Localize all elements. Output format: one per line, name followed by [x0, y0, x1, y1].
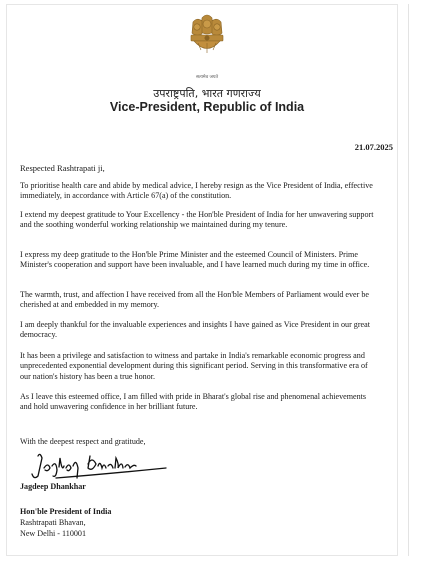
paragraph-farewell: As I leave this esteemed office, I am filled with pride in Bharat's global rise and phenomenal achievements and hold unwavering confidence in her brilliant future.	[20, 392, 367, 412]
signer-name: Jagdeep Dhankhar	[20, 482, 86, 491]
emblem-motto: सत्यमेव जयते	[195, 75, 219, 80]
national-emblem-icon	[184, 10, 230, 70]
paragraph-president-gratitude: I extend my deepest gratitude to Your Excellency - the Hon'ble President of India for her unwavering support and the soothing wonderful working relationship we maintained during my tenure.	[20, 210, 374, 230]
recipient-address-line1: Rashtrapati Bhavan,	[20, 518, 86, 527]
paragraph-development: It has been a privilege and satisfaction to witness and partake in India's remarkable economic progress and unprecedented exponential development during this significant period. Serving in this transformative era of our nation's history has been a true honor.	[20, 351, 368, 381]
paragraph-pm-gratitude: I express my deep gratitude to the Hon'ble Prime Minister and the esteemed Council of Ministers. Prime Minister's cooperation and support have been invaluable, and I have learned much during my time in office.	[20, 250, 370, 270]
letter-date: 21.07.2025	[354, 142, 393, 152]
scrollbar-track[interactable]	[408, 4, 417, 556]
handwritten-signature	[26, 450, 171, 482]
recipient-address-line2: New Delhi - 110001	[20, 529, 87, 538]
closing-line: With the deepest respect and gratitude,	[20, 437, 146, 446]
salutation: Respected Rashtrapati ji,	[20, 163, 105, 173]
paragraph-experiences: I am deeply thankful for the invaluable experiences and insights I have gained as Vice President in our great democracy.	[20, 320, 370, 340]
paragraph-parliament: The warmth, trust, and affection I have received from all the Hon'ble Members of Parliament would ever be cherished at and embedded in my memory.	[20, 290, 369, 310]
recipient-title: Hon'ble President of India	[20, 507, 112, 516]
paragraph-resignation: To prioritise health care and abide by medical advice, I hereby resign as the Vice President of India, effective immediately, in accordance with Article 67(a) of the constitution.	[20, 181, 373, 201]
office-title-english: Vice-President, Republic of India	[109, 100, 305, 114]
office-title-hindi: उपराष्ट्रपति, भारत गणराज्य	[153, 87, 261, 100]
